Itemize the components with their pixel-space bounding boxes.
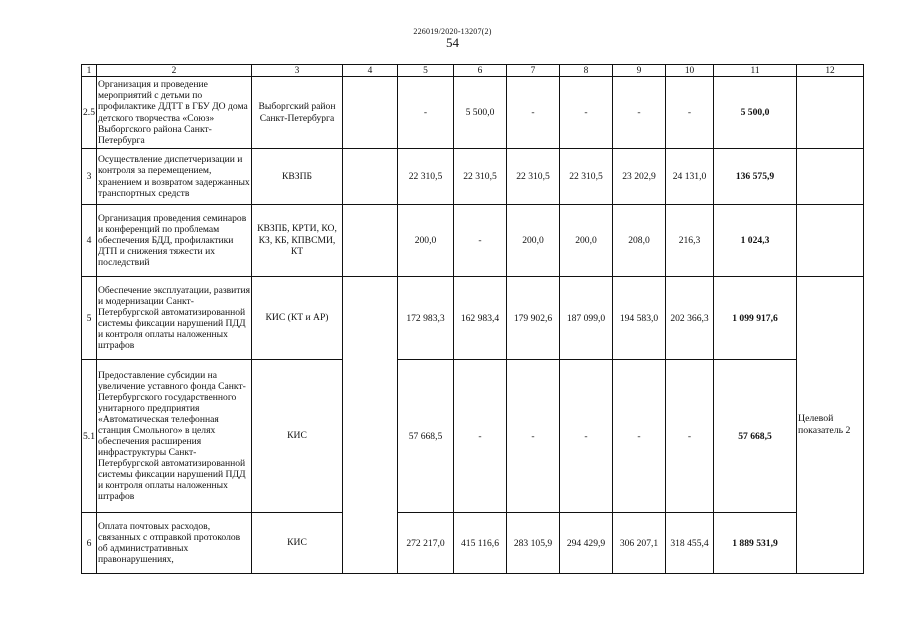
value-cell: 283 105,9 — [507, 513, 560, 574]
header-cell: 8 — [560, 65, 613, 77]
source-cell — [343, 205, 398, 277]
row-number: 6 — [82, 513, 97, 574]
value-cell: - — [613, 360, 666, 513]
value-cell: 208,0 — [613, 205, 666, 277]
value-cell: 202 366,3 — [666, 277, 714, 360]
document-id: 226019/2020-13207(2) — [413, 27, 492, 36]
executor: Выборгский район Санкт-Петербурга — [252, 77, 343, 149]
total-cell: 57 668,5 — [714, 360, 797, 513]
executor: КИС — [252, 360, 343, 513]
header-cell: 11 — [714, 65, 797, 77]
value-cell: 294 429,9 — [560, 513, 613, 574]
measure-name: Организация и проведение мероприятий с детьми по профилактике ДДТТ в ГБУ ДО дома детского творчества «Союз» Выборгского района Санкт-Петербурга — [97, 77, 252, 149]
value-cell: 415 116,6 — [454, 513, 507, 574]
source-cell — [343, 149, 398, 205]
value-cell: - — [454, 205, 507, 277]
value-cell: 22 310,5 — [398, 149, 454, 205]
value-cell: 22 310,5 — [560, 149, 613, 205]
program-table — [81, 64, 864, 574]
measure-name: Обеспечение эксплуатации, развития и модернизации Санкт-Петербургской автоматизированной системы фиксации нарушений ПДД и контроля оплаты наложенных штрафов — [97, 277, 252, 360]
value-cell: 5 500,0 — [454, 77, 507, 149]
executor: КИС — [252, 513, 343, 574]
value-cell: 272 217,0 — [398, 513, 454, 574]
row-number: 2.5 — [82, 77, 97, 149]
total-cell: 1 889 531,9 — [714, 513, 797, 574]
value-cell: 187 099,0 — [560, 277, 613, 360]
header-cell: 7 — [507, 65, 560, 77]
value-cell: 23 202,9 — [613, 149, 666, 205]
total-cell: 1 099 917,6 — [714, 277, 797, 360]
indicator-cell — [797, 149, 864, 205]
row-number: 5.1 — [82, 360, 97, 513]
value-cell: - — [613, 77, 666, 149]
measure-name: Оплата почтовых расходов, связанных с отправкой протоколов об административных правонарушениях, — [97, 513, 252, 574]
header-cell: 10 — [666, 65, 714, 77]
indicator-cell — [797, 205, 864, 277]
value-cell: 162 983,4 — [454, 277, 507, 360]
table-row — [82, 513, 864, 574]
table-row — [82, 77, 864, 149]
value-cell: 179 902,6 — [507, 277, 560, 360]
total-cell: 5 500,0 — [714, 77, 797, 149]
value-cell: - — [560, 77, 613, 149]
table-row — [82, 360, 864, 513]
executor: КВЗПБ — [252, 149, 343, 205]
row-number: 4 — [82, 205, 97, 277]
value-cell: 194 583,0 — [613, 277, 666, 360]
value-cell: 24 131,0 — [666, 149, 714, 205]
row-number: 5 — [82, 277, 97, 360]
value-cell: - — [666, 360, 714, 513]
measure-name: Организация проведения семинаров и конференций по проблемам обеспечения БДД, профилактики ДТП и снижения тяжести их последствий — [97, 205, 252, 277]
value-cell: - — [398, 77, 454, 149]
header-row — [82, 65, 864, 77]
value-cell: - — [454, 360, 507, 513]
value-cell: 200,0 — [560, 205, 613, 277]
table-row — [82, 205, 864, 277]
indicator-cell — [797, 277, 864, 574]
value-cell: 22 310,5 — [507, 149, 560, 205]
header-cell: 2 — [97, 65, 252, 77]
indicator-cell — [797, 77, 864, 149]
value-cell: 200,0 — [398, 205, 454, 277]
value-cell: 57 668,5 — [398, 360, 454, 513]
total-cell: 136 575,9 — [714, 149, 797, 205]
measure-name: Предоставление субсидии на увеличение уставного фонда Санкт-Петербургского государственного унитарного предприятия «Автоматическая телефонная станция Смольного» в целях обеспечения расширения инфраструктуры Санкт-Петербургской автоматизированной системы фиксации нарушений ПДД и контроля оплаты наложенных штрафов — [97, 360, 252, 513]
value-cell: 172 983,3 — [398, 277, 454, 360]
target-indicator: Целевой показатель 2 — [798, 412, 851, 436]
header-cell: 3 — [252, 65, 343, 77]
value-cell: 200,0 — [507, 205, 560, 277]
header-cell: 1 — [82, 65, 97, 77]
executor: КВЗПБ, КРТИ, КО, КЗ, КБ, КПВСМИ, КТ — [252, 205, 343, 277]
value-cell: 318 455,4 — [666, 513, 714, 574]
executor: КИС (КТ и АР) — [252, 277, 343, 360]
value-cell: - — [507, 360, 560, 513]
header-cell: 9 — [613, 65, 666, 77]
measure-name: Осуществление диспетчеризации и контроля за перемещением, хранением и возвратом задержанных транспортных средств — [97, 149, 252, 205]
header-cell: 4 — [343, 65, 398, 77]
header-cell: 6 — [454, 65, 507, 77]
value-cell: - — [666, 77, 714, 149]
table-row — [82, 149, 864, 205]
value-cell: 216,3 — [666, 205, 714, 277]
source-cell — [343, 277, 398, 574]
header-cell: 12 — [797, 65, 864, 77]
source-cell — [343, 77, 398, 149]
value-cell: 22 310,5 — [454, 149, 507, 205]
value-cell: - — [507, 77, 560, 149]
value-cell: - — [560, 360, 613, 513]
table-row — [82, 277, 864, 360]
total-cell: 1 024,3 — [714, 205, 797, 277]
value-cell: 306 207,1 — [613, 513, 666, 574]
page-number: 54 — [446, 35, 459, 50]
row-number: 3 — [82, 149, 97, 205]
header-cell: 5 — [398, 65, 454, 77]
